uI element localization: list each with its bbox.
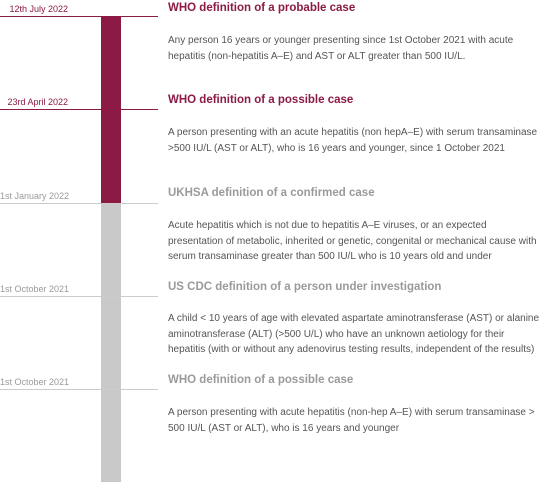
definition-heading: WHO definition of a probable case — [168, 2, 356, 14]
timeline-tick — [0, 109, 158, 110]
definition-text: A person presenting with acute hepatitis (non-hep A–E) with serum transaminase > 500 IU/L (AST or ALT), who is 16 years and younger — [168, 407, 535, 434]
definition-text: Acute hepatitis which is not due to hepatitis A–E viruses, or an expected presentation of metabolic, inherited or genetic, congenital or mechanical cause with serum transaminase greater than 500 IU/L who is 10 years old and under — [168, 220, 537, 262]
timeline-tick — [0, 296, 158, 297]
timeline-date: 12th July 2022 — [9, 4, 68, 14]
definition-heading: WHO definition of a possible case — [168, 94, 354, 106]
definition-heading: WHO definition of a possible case — [168, 374, 354, 386]
timeline-date: 1st October 2021 — [0, 284, 70, 294]
timeline-date: 1st October 2021 — [0, 377, 70, 387]
definition-heading: UKHSA definition of a confirmed case — [168, 187, 375, 199]
timeline-tick — [0, 203, 158, 204]
timeline-tick — [0, 16, 158, 17]
definition-text: A person presenting with an acute hepatitis (non hepA–E) with serum transaminase >500 IU/L (AST or ALT), who is 16 years and younger, since 1 October 2021 — [168, 127, 538, 154]
definition-text: A child < 10 years of age with elevated aspartate aminotransferase (AST) or alanine aminotransferase (ALT) (>500 U/L) who have an unknown aetiology for their hepatitis (with or without any adenovirus testing results, independent of the results) — [168, 313, 540, 355]
timeline-bar-older — [101, 203, 121, 482]
timeline-date: 1st January 2022 — [0, 191, 70, 201]
timeline-tick — [0, 389, 158, 390]
definition-text: Any person 16 years or younger presenting since 1st October 2021 with acute hepatitis (non-hepatitis A–E) and AST or ALT greater than 500 IU/L. — [168, 35, 514, 62]
timeline-date: 23rd April 2022 — [7, 97, 68, 107]
definition-heading: US CDC definition of a person under investigation — [168, 281, 442, 293]
